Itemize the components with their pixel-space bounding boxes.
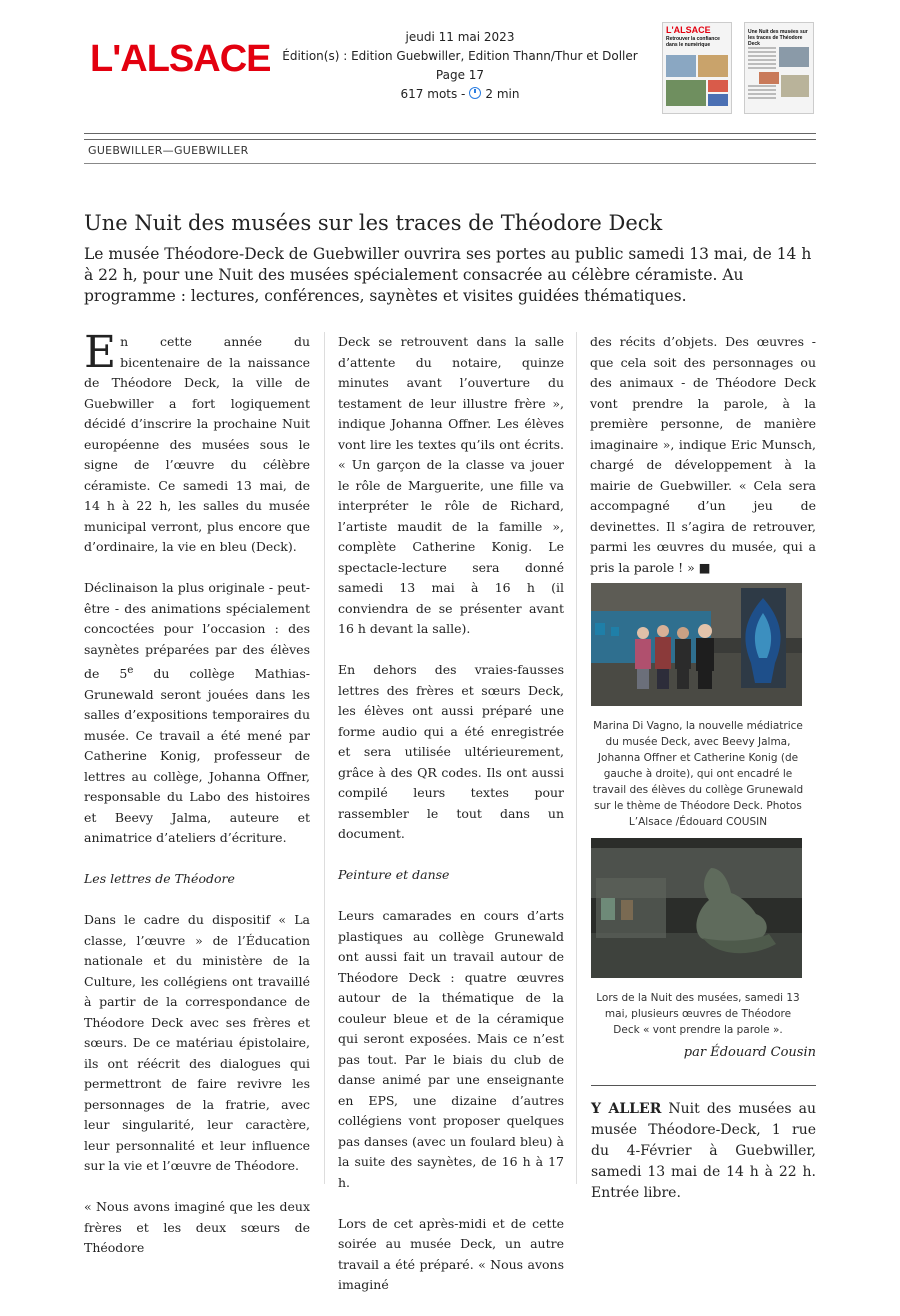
paragraph: Déclinaison la plus originale - peut-être - des animations spécialement concoctées pour l’occasion : des saynètes préparées par des élèves de 5e du collège Mathias-Grunewald seront jouées dans les salles d’expositions temporaires du musée. Ce travail a été mené par Catherine Konig, professeur de lettres au collège, Johanna Offner, responsable du Labo des histoires et Beevy Jalma, auteure et animatrice d’ateliers d’écriture. <box>84 580 310 846</box>
subheading: Peinture et danse <box>338 867 450 882</box>
thumbnail-logo: L'ALSACE <box>666 25 711 35</box>
paragraph: « Nous avons imaginé que les deux frères et les deux sœurs de Théodore <box>84 1199 310 1256</box>
page-number: Page 17 <box>435 68 485 82</box>
thumbnail-layout-icon <box>745 45 813 114</box>
photo-museum-staff[interactable] <box>591 583 802 706</box>
article-lead: Le musée Théodore-Deck de Guebwiller ouvrira ses portes au public samedi 13 mai, de 14 h à 22 h, pour une Nuit des musées spécialement consacrée au célèbre céramiste. Au programme : lectures, conférences, saynètes et visites guidées thématiques. <box>84 245 812 305</box>
photo-caption: Marina Di Vagno, la nouvelle médiatrice du musée Deck, avec Beevy Jalma, Johanna Offner et Catherine Konig (de gauche à droite), qui ont encadré le travail des élèves du collège Grunewald sur le thème de Théodore Deck. Photos L’Alsace /Édouard COUSIN <box>592 720 804 828</box>
article-title: Une Nuit des musées sur les traces de Théodore Deck <box>84 211 663 235</box>
byline: par Édouard Cousin <box>683 1045 816 1060</box>
drop-cap: E <box>84 327 117 378</box>
paragraph: des récits d’objets. Des œuvres - que cela soit des personnages ou des animaux - de Théodore Deck vont prendre la parole, à la première personne, de manière imaginaire », indique Eric Munsch, chargé de développement à la mairie de Guebwiller. « Cela sera accompagné d’un jeu de devinettes. Il s’agira de retrouver, parmi les œuvres du musée, qui a pris la parole ! » ■ <box>590 334 816 575</box>
article-column-2 <box>338 332 564 1316</box>
reading-info <box>260 85 660 104</box>
article-meta <box>260 28 660 104</box>
editions: Édition(s) : Edition Guebwiller, Edition Thann/Thur et Doller <box>282 49 638 63</box>
header-double-rule <box>84 133 816 140</box>
column-divider <box>576 332 577 1184</box>
thumbnail-headline: Retrouver la confiance dans le numérique <box>666 36 720 48</box>
paragraph: En dehors des vraies-fausses lettres des frères et sœurs Deck, les élèves ont aussi préparé une forme audio qui a été enregistrée et sera utilisée ultérieurement, grâce à des QR codes. Ils ont aussi compilé leurs textes pour rassembler le tout dans un document. <box>338 662 564 841</box>
paragraph: Leurs camarades en cours d’arts plastiques au collège Grunewald ont aussi fait un travail autour de Théodore Deck : quatre œuvres autour de la thématique de la couleur bleue et de la céramique qui seront exposées. Mais ce n’est pas tout. Par le biais du club de danse animé par une enseignante en EPS, une dizaine d’autres collégiens vont proposer quelques pas danses (avec un foulard bleu) à la suite des saynètes, de 16 h à 17 h. <box>338 908 564 1190</box>
practical-info-label: Y ALLER <box>591 1101 662 1117</box>
thumbnail-photos-icon <box>663 53 731 113</box>
practical-info-text: Nuit des musées au musée Théodore-Deck, 1 rue du 4-Février à Guebwiller, samedi 13 mai de 14 h à 22 h. Entrée libre. <box>591 1101 816 1201</box>
paragraph: Lors de cet après-midi et de cette soirée au musée Deck, un autre travail a été préparé. « Nous avons imaginé <box>338 1215 564 1292</box>
read-time: 2 min <box>485 87 520 101</box>
column-divider <box>324 332 325 1184</box>
page-thumbnail-front[interactable] <box>662 22 732 114</box>
section-rule <box>84 163 816 164</box>
section-label: GUEBWILLER—GUEBWILLER <box>88 144 249 157</box>
publication-date: jeudi 11 mai 2023 <box>405 30 515 44</box>
page-thumbnail-article[interactable] <box>744 22 814 114</box>
superscript: e <box>127 664 134 676</box>
paragraph: Dans le cadre du dispositif « La classe, l’œuvre » de l’Éducation nationale et du ministère de la Culture, les collégiens ont travaillé à partir de la correspondance de Théodore Deck avec ses frères et sœurs. De ce matériau épistolaire, ils ont réécrit des dialogues qui permettront de faire revivre les personnages de la fratrie, avec leur singularité, leur caractère, leur personnalité et leur influence sur la vie et l’œuvre de Théodore. <box>84 912 310 1174</box>
info-box-rule <box>591 1085 816 1086</box>
paragraph: En cette année du bicentenaire de la naissance de Théodore Deck, la ville de Guebwiller a fort logiquement décidé d’inscrire la prochaine Nuit européenne des musées sous le signe de l’œuvre du célèbre céramiste. Ce samedi 13 mai, de 14 h à 22 h, les salles du musée municipal verront, plus encore que d’ordinaire, la vie en bleu (Deck). <box>84 327 310 554</box>
clock-icon <box>469 87 481 99</box>
word-count: 617 mots - <box>400 87 466 101</box>
practical-info <box>591 1099 816 1204</box>
photo-ceramic-sculpture[interactable] <box>591 838 802 978</box>
paragraph: Deck se retrouvent dans la salle d’attente du notaire, quinze minutes avant l’ouverture du testament de leur illustre frère », indique Johanna Offner. Les élèves vont lire les textes qu’ils ont écrits. « Un garçon de la classe va jouer le rôle de Marguerite, une fille va interpréter le rôle de Richard, l’artiste maudit de la famille », complète Catherine Konig. Le spectacle-lecture sera donné samedi 13 mai à 16 h (il conviendra de se présenter avant 16 h devant la salle). <box>338 334 564 636</box>
photo-caption: Lors de la Nuit des musées, samedi 13 mai, plusieurs œuvres de Théodore Deck « vont prendre la parole ». <box>596 992 800 1036</box>
subheading: Les lettres de Théodore <box>84 871 235 887</box>
article-column-3 <box>590 332 816 599</box>
newspaper-logo: L'ALSACE <box>90 38 271 80</box>
article-column-1 <box>84 327 310 1279</box>
thumbnail-article-headline: Une Nuit des musées sur les traces de Théodore Deck <box>748 29 808 47</box>
